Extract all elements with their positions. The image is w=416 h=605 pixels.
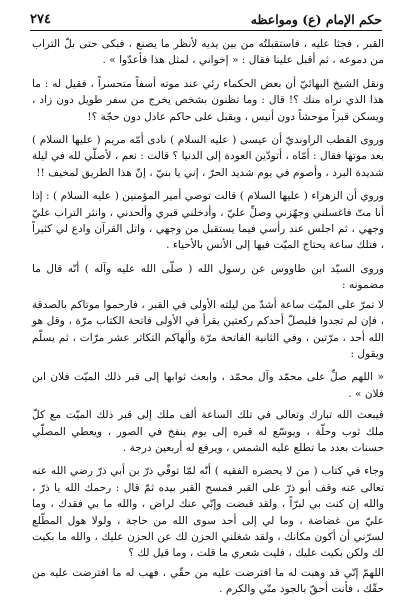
paragraph: وروى القطب الراونديّ أن عيسى ( عليه السلام ) نادى أمّه مريم ( عليها السلام ) بعد موتها فقال : أمّاه ، أتودّين العودة إلى الدنيا ؟ قالت : نعم ، لأصلّي لله في ليلة شديدة البرد ، وأصوم في يوم شديد الحرّ ، إني يا بنيّ ، إنّ هذا الطريق لمخيف !! <box>32 134 384 179</box>
paragraph: وروى السيّد ابن طاووس عن رسول الله ( صلّى الله عليه وآله ) أنّه قال ما مضمونه : <box>32 262 384 292</box>
paragraph: لا تمرّ على الميّت ساعة أشدّ من ليلته الأولى في القبر ، فارحموا موتاكم بالصدقة ، فإن لم تجدوا فليصلّ أحدكم ركعتين يقرأ في الأولى فاتحة الكتاب مرّة ، وقل هو الله أحد ، مرّتين ، وفي الثانية الفاتحة مرّة وألهاكم التكاثر عشر مرّات ، ثم يسلّم ويقول : <box>32 298 384 360</box>
page-number: ٢٧٤ <box>30 11 51 27</box>
paragraph: القبر ، فجثا عليه ، فاستقبلتُه من بين يديه لأنظر ما يصنع ، فبكى حتى بلّ التراب من دموعه ، ثم أقبل علينا فقال : « إخواني ، لمثل هذا فأعدّوا » . <box>32 38 384 67</box>
paragraph: وروي أن الزهراء ( عليها السلام ) قالت توصي أمير المؤمنين ( عليه السلام ) : إذا أنا متّ فاغسلني وجهّزني وصلِّ عليّ ، وأدخلني قبري وألحدني ، وانثر التراب عليّ وجهي ، ثم اجلس عند رأسي فيما يستقبل من وجهي ، واتل القرآن وادع لي كثيراً ، فتلك ساعة يحتاج الميّت فيها إلى الأنس بالأحياء . <box>32 190 384 252</box>
running-header <box>30 8 382 31</box>
paragraph: فيبعث الله تبارك وتعالى في تلك الساعة ألف ملك إلى قبر ذلك الميّت مع كلّ ملك ثوب وحلّة ، ويوسّع له قبره إلى يوم ينفخ في الصور ، ويعطي المصلّي حسنات بعدد ما تطلع عليه الشمس ، ويرفع له أربعين درجة . <box>32 409 384 454</box>
supplication-quote: « اللهم صلِّ على محمّد وآل محمّد ، وابعث ثوابها إلى قبر ذلك الميّت فلان ابن فلان » . <box>32 371 384 400</box>
page-body <box>32 36 384 605</box>
paragraph: ونقل الشيخ البهائيّ أن بعض الحكماء رئي عند موته أسفاً متحسراً ، فقيل له : ما هذا الذي نراه منك ؟! قال : وما تظنون بشخص يخرج من سفر طويل دون زاد ، ويسكن قبراً موحشاً دون أنيس ، ويقبل على حاكم عادل دون حجّة ؟! <box>32 77 384 123</box>
running-title: حكم الإمام (ع) ومواعظه <box>250 11 382 27</box>
paragraph: وجاء في كتاب ( من لا يحضره الفقيه ) أنّه لمّا توفّي ذرّ بن أبي ذرّ رضي الله عنه تعالى عنه وقف أبو ذرّ على القبر فمسح القبر بيده ثمّ قال : رحمك الله يا ذرّ ، والله إن كنت بي لبرّاً ، ولقد قبضت وإنّي عنك لراض ، والله ما بي فقدك ، وما عليّ من غضاضة ، وما لي إلى أحد سوى الله من حاجة ، ولولا هول المطّلع لسرّني أن أكون مكانك ، ولقد شغلني الحزن لك عن الحزن عليك ، والله ما بكيت لك ولكن بكيت عليك ، فليت شعري ما قلت ، وما قيل لك ؟ <box>32 465 384 560</box>
paragraph: اللهمّ إنّي قد وهبت له ما افترضت عليه من حقّي ، فهب له ما افترضت عليه من حقّك ، فأنت أحقّ بالجود منّي والكرم . <box>32 566 384 596</box>
